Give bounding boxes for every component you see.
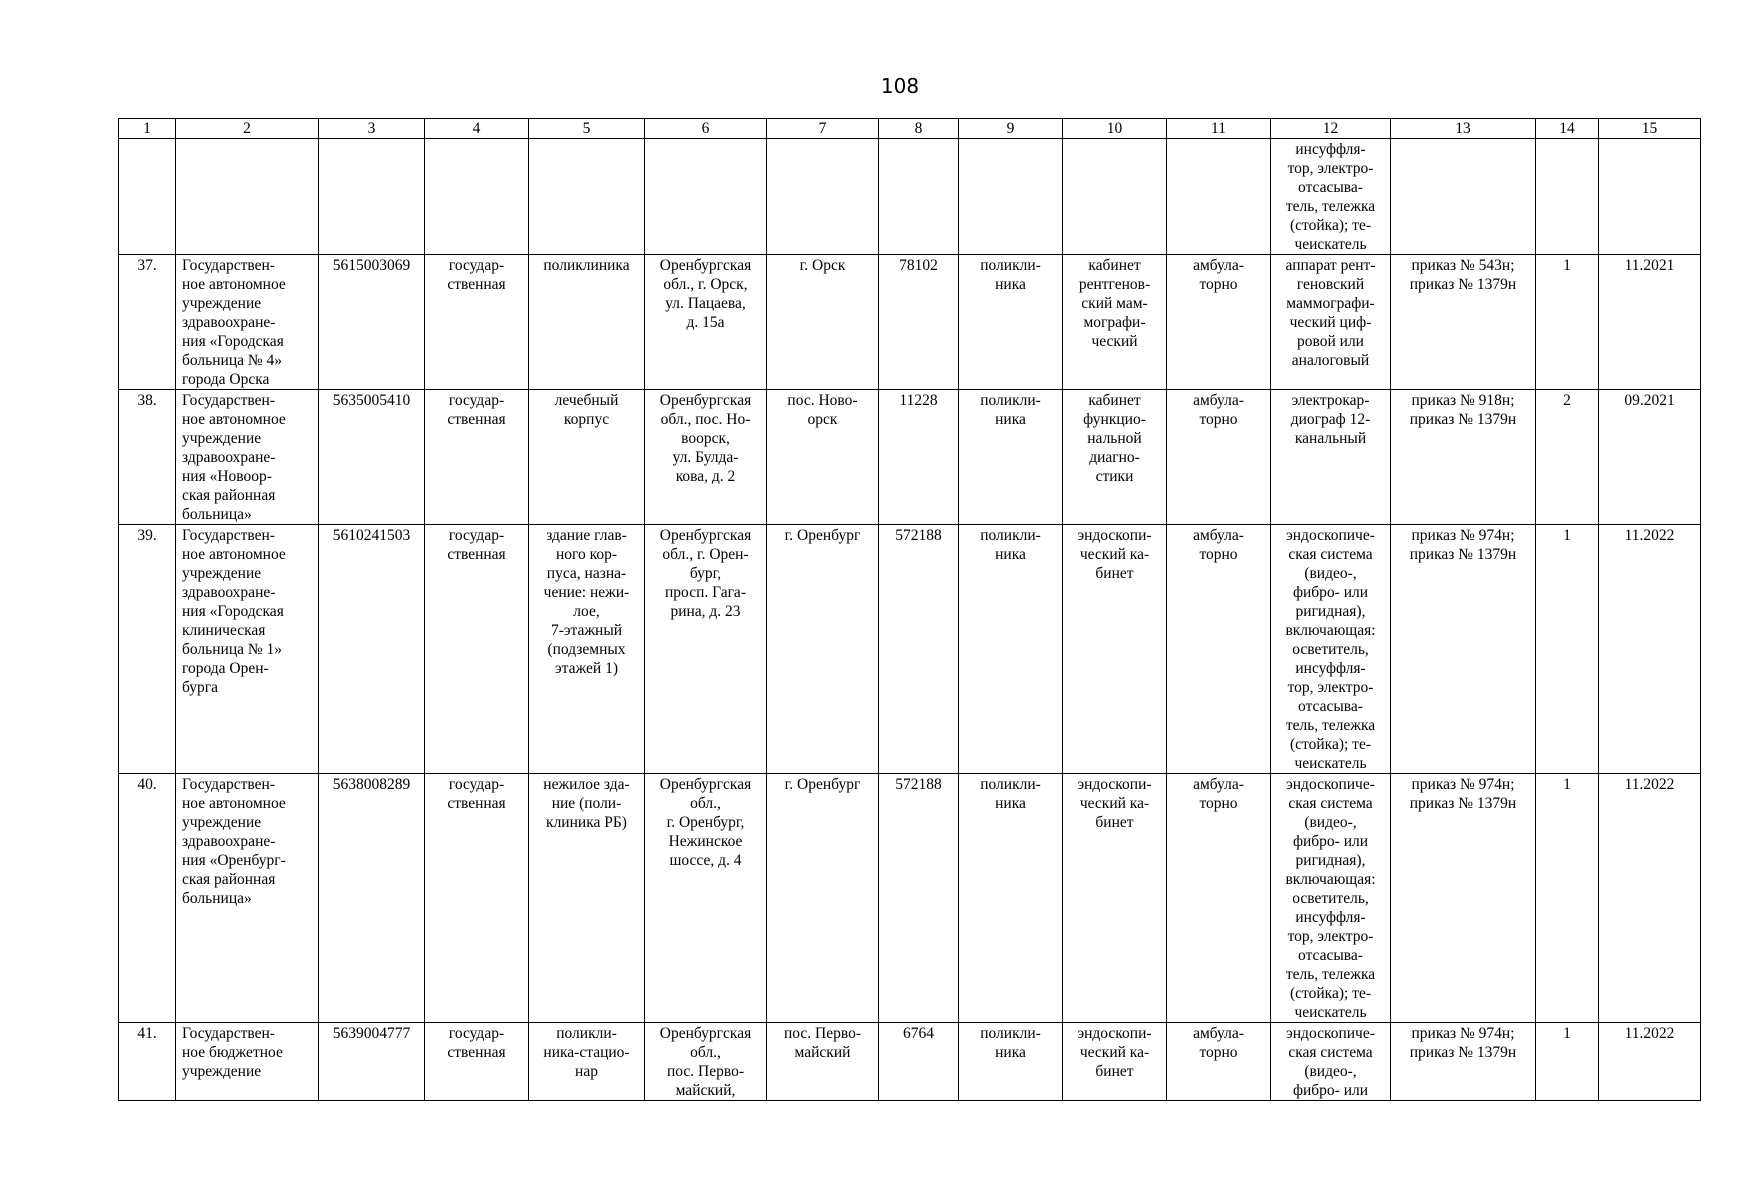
order: приказ № 543н; приказ № 1379н: [1391, 255, 1536, 390]
locality: г. Орск: [767, 255, 879, 390]
column-header: 11: [1167, 119, 1271, 139]
equipment: эндоскопиче- ская система (видео-, фибро- или ригидная), включающая: осветитель, инсуффля- тор, электро- отсасыва- тель, тележка (стойка); те- чеискатель: [1271, 774, 1391, 1023]
page-number: 108: [880, 74, 920, 98]
organization-name: Государствен- ное автономное учреждение здравоохране- ния «Городская клиническая больница № 1» города Орен- бурга: [176, 525, 319, 774]
quantity: 1: [1536, 525, 1599, 774]
column-header: 3: [319, 119, 425, 139]
table-row: [119, 1023, 1701, 1101]
ownership: государ- ственная: [425, 1023, 529, 1101]
equipment: эндоскопиче- ская система (видео-, фибро- или: [1271, 1023, 1391, 1101]
column-header: 12: [1271, 119, 1391, 139]
table-row: [119, 525, 1701, 774]
locality: пос. Ново- орск: [767, 390, 879, 525]
locality: г. Оренбург: [767, 525, 879, 774]
division: поликли- ника: [959, 255, 1063, 390]
address: Оренбургская обл., г. Орен- бург, просп. Гага- рина, д. 23: [645, 525, 767, 774]
building: нежилое зда- ние (поли- клиника РБ): [529, 774, 645, 1023]
date: 09.2021: [1599, 390, 1701, 525]
order: приказ № 974н; приказ № 1379н: [1391, 774, 1536, 1023]
address: Оренбургская обл., г. Орск, ул. Пацаева, д. 15а: [645, 255, 767, 390]
population: [879, 139, 959, 255]
equipment: инсуффля- тор, электро- отсасыва- тель, тележка (стойка); те- чеискатель: [1271, 139, 1391, 255]
equipment: электрокар- диограф 12- канальный: [1271, 390, 1391, 525]
order: [1391, 139, 1536, 255]
building: лечебный корпус: [529, 390, 645, 525]
locality: [767, 139, 879, 255]
date: 11.2021: [1599, 255, 1701, 390]
column-header: 8: [879, 119, 959, 139]
organization-name: Государствен- ное автономное учреждение здравоохране- ния «Оренбург- ская районная больница»: [176, 774, 319, 1023]
order: приказ № 974н; приказ № 1379н: [1391, 1023, 1536, 1101]
row-number: 37.: [119, 255, 176, 390]
date: [1599, 139, 1701, 255]
division: поликли- ника: [959, 774, 1063, 1023]
equipment: аппарат рент- геновский маммографи- ческий циф- ровой или аналоговый: [1271, 255, 1391, 390]
address: Оренбургская обл., пос. Но- воорск, ул. Булда- кова, д. 2: [645, 390, 767, 525]
ownership: [425, 139, 529, 255]
care-mode: амбула- торно: [1167, 390, 1271, 525]
division: поликли- ника: [959, 390, 1063, 525]
column-header: 13: [1391, 119, 1536, 139]
care-mode: амбула- торно: [1167, 255, 1271, 390]
room: кабинет функцио- нальной диагно- стики: [1063, 390, 1167, 525]
column-header: 5: [529, 119, 645, 139]
quantity: 1: [1536, 255, 1599, 390]
building: здание глав- ного кор- пуса, назна- чение: нежи- лое, 7-этажный (подземных этажей 1): [529, 525, 645, 774]
column-header: 4: [425, 119, 529, 139]
organization-name: Государствен- ное автономное учреждение здравоохране- ния «Городская больница № 4» города Орска: [176, 255, 319, 390]
quantity: 1: [1536, 774, 1599, 1023]
table-row: [119, 255, 1701, 390]
column-header: 2: [176, 119, 319, 139]
row-number: 41.: [119, 1023, 176, 1101]
inn: 5639004777: [319, 1023, 425, 1101]
column-header: 9: [959, 119, 1063, 139]
room: эндоскопи- ческий ка- бинет: [1063, 1023, 1167, 1101]
room: [1063, 139, 1167, 255]
organization-name: Государствен- ное бюджетное учреждение: [176, 1023, 319, 1101]
column-header: 10: [1063, 119, 1167, 139]
population: 572188: [879, 774, 959, 1023]
locality: пос. Перво- майский: [767, 1023, 879, 1101]
column-header: 1: [119, 119, 176, 139]
inn: 5615003069: [319, 255, 425, 390]
organization-name: Государствен- ное автономное учреждение здравоохране- ния «Новоор- ская районная больница»: [176, 390, 319, 525]
inn: 5610241503: [319, 525, 425, 774]
table-row: [119, 774, 1701, 1023]
ownership: государ- ственная: [425, 774, 529, 1023]
inn: 5638008289: [319, 774, 425, 1023]
inn: 5635005410: [319, 390, 425, 525]
row-number: 39.: [119, 525, 176, 774]
row-number: [119, 139, 176, 255]
building: [529, 139, 645, 255]
address: [645, 139, 767, 255]
ownership: государ- ственная: [425, 255, 529, 390]
building: поликли- ника-стацио- нар: [529, 1023, 645, 1101]
column-number-row: [119, 119, 1701, 139]
population: 78102: [879, 255, 959, 390]
order: приказ № 974н; приказ № 1379н: [1391, 525, 1536, 774]
row-number: 40.: [119, 774, 176, 1023]
care-mode: [1167, 139, 1271, 255]
order: приказ № 918н; приказ № 1379н: [1391, 390, 1536, 525]
equipment: эндоскопиче- ская система (видео-, фибро- или ригидная), включающая: осветитель, инсуффля- тор, электро- отсасыва- тель, тележка (стойка); те- чеискатель: [1271, 525, 1391, 774]
column-header: 14: [1536, 119, 1599, 139]
ownership: государ- ственная: [425, 390, 529, 525]
date: 11.2022: [1599, 1023, 1701, 1101]
ownership: государ- ственная: [425, 525, 529, 774]
table-row: [119, 139, 1701, 255]
division: [959, 139, 1063, 255]
row-number: 38.: [119, 390, 176, 525]
care-mode: амбула- торно: [1167, 525, 1271, 774]
date: 11.2022: [1599, 525, 1701, 774]
division: поликли- ника: [959, 525, 1063, 774]
column-header: 6: [645, 119, 767, 139]
organization-name: [176, 139, 319, 255]
column-header: 7: [767, 119, 879, 139]
column-header: 15: [1599, 119, 1701, 139]
address: Оренбургская обл., г. Оренбург, Нежинское шоссе, д. 4: [645, 774, 767, 1023]
address: Оренбургская обл., пос. Перво- майский,: [645, 1023, 767, 1101]
locality: г. Оренбург: [767, 774, 879, 1023]
date: 11.2022: [1599, 774, 1701, 1023]
room: кабинет рентгенов- ский мам- мографи- ческий: [1063, 255, 1167, 390]
table-row: [119, 390, 1701, 525]
care-mode: амбула- торно: [1167, 774, 1271, 1023]
quantity: 2: [1536, 390, 1599, 525]
division: поликли- ника: [959, 1023, 1063, 1101]
care-mode: амбула- торно: [1167, 1023, 1271, 1101]
inn: [319, 139, 425, 255]
register-table: [118, 118, 1701, 1101]
quantity: [1536, 139, 1599, 255]
room: эндоскопи- ческий ка- бинет: [1063, 525, 1167, 774]
room: эндоскопи- ческий ка- бинет: [1063, 774, 1167, 1023]
quantity: 1: [1536, 1023, 1599, 1101]
population: 6764: [879, 1023, 959, 1101]
building: поликлиника: [529, 255, 645, 390]
population: 572188: [879, 525, 959, 774]
population: 11228: [879, 390, 959, 525]
